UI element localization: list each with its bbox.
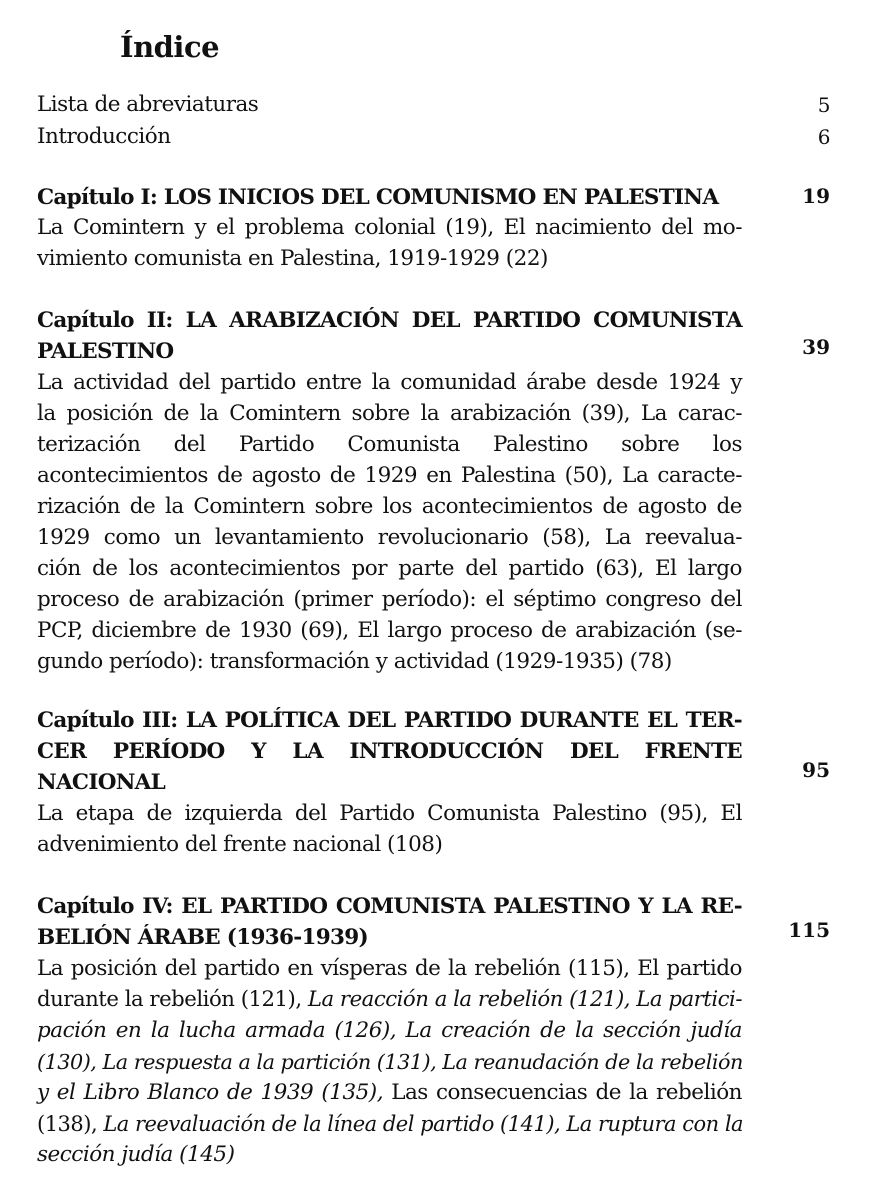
chapter-4-heading: Capítulo IV: EL PARTIDO COMUNISTA PALESTINO Y LA RE- [37,894,742,919]
page-number: 5 [817,93,830,117]
chapter-4-desc-line: (130), La respuesta a la partición (131), La reanudación de la rebelión [37,1050,743,1074]
chapter-2-desc-line: rización de la Comintern sobre los acontecimientos de agosto de [37,494,742,519]
chapter-3-heading: NACIONAL [37,770,166,795]
desc-text: durante la rebelión (121), [37,987,308,1012]
chapter-3-desc-line: La etapa de izquierda del Partido Comunista Palestino (95), El [37,801,742,826]
desc-text-italic: La reacción a la rebelión (121), La partici- [307,987,743,1012]
chapter-2-page: 39 [802,335,830,359]
chapter-4-desc-line [37,1078,742,1108]
chapter-1-desc-line: La Comintern y el problema colonial (19), El nacimiento del mo- [37,215,742,240]
page-number: 6 [817,125,830,149]
chapter-3-page: 95 [802,758,830,782]
toc-entry-introduction: Introducción [37,124,171,149]
desc-text: Las consecuencias de la rebelión [391,1080,742,1105]
chapter-4-desc-line: sección judía (145) [37,1142,235,1167]
chapter-2-desc-line: PCP, diciembre de 1930 (69), El largo proceso de arabización (se- [37,618,742,643]
chapter-3-heading: CER PERÍODO Y LA INTRODUCCIÓN DEL FRENTE [37,739,742,764]
chapter-2-heading: Capítulo II: LA ARABIZACIÓN DEL PARTIDO COMUNISTA [37,308,742,333]
chapter-2-desc-line: la posición de la Comintern sobre la arabización (39), La carac- [37,401,742,426]
desc-text-italic: La reevaluación de la línea del partido (141), La ruptura con la [103,1112,744,1136]
chapter-2-desc-line: acontecimientos de agosto de 1929 en Palestina (50), La caracte- [37,463,742,488]
chapter-4-desc-line [37,1109,742,1139]
chapter-1-heading: Capítulo I: LOS INICIOS DEL COMUNISMO EN PALESTINA [37,185,719,210]
chapter-2-desc-line: proceso de arabización (primer período): el séptimo congreso del [37,587,742,612]
chapter-2-heading: PALESTINO [37,339,174,364]
toc-entry-abbreviations: Lista de abreviaturas [37,92,259,117]
chapter-2-desc-line: La actividad del partido entre la comunidad árabe desde 1924 y [37,370,742,395]
chapter-4-page: 115 [788,918,830,942]
desc-text: (138), [37,1112,104,1136]
chapter-2-desc-line: terización del Partido Comunista Palestino sobre los [37,432,742,457]
chapter-2-desc-line: gundo período): transformación y actividad (1929-1935) (78) [37,649,672,674]
chapter-3-desc-line: advenimiento del frente nacional (108) [37,832,443,857]
chapter-2-desc-line: 1929 como un levantamiento revolucionario (58), La reevalua- [37,525,742,550]
desc-text-italic: y el Libro Blanco de 1939 (135), [37,1080,392,1105]
page-title: Índice [120,30,220,64]
chapter-4-heading: BELIÓN ÁRABE (1936-1939) [37,925,369,950]
chapter-2-desc-line: ción de los acontecimientos por parte del partido (63), El largo [37,556,742,581]
chapter-1-desc-line: vimiento comunista en Palestina, 1919-1929 (22) [37,246,548,271]
chapter-4-desc-line: pación en la lucha armada (126), La creación de la sección judía [37,1018,742,1043]
chapter-4-desc-line: La posición del partido en vísperas de la rebelión (115), El partido [37,956,742,981]
chapter-4-desc-line [37,985,742,1015]
chapter-3-heading: Capítulo III: LA POLÍTICA DEL PARTIDO DURANTE EL TER- [37,708,742,733]
chapter-1-page: 19 [802,184,830,208]
